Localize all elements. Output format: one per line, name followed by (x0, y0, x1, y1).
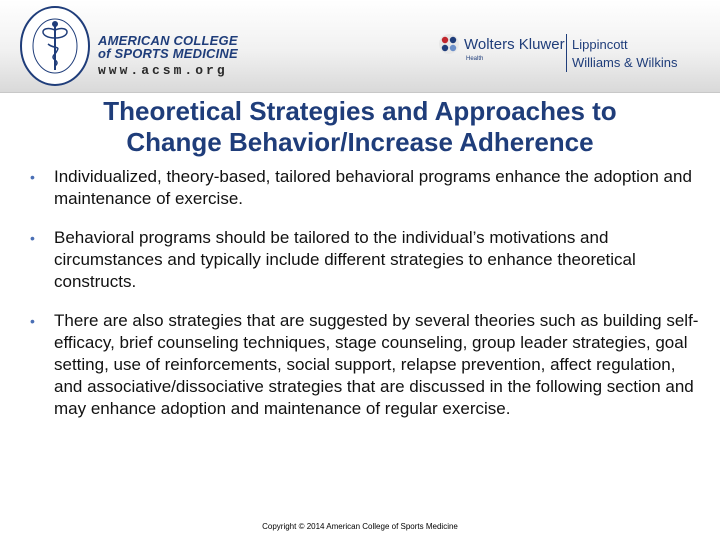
acsm-wordmark (98, 34, 238, 60)
acsm-seal-icon (18, 4, 92, 88)
acsm-line2: of SPORTS MEDICINE (98, 46, 238, 61)
copyright-footer: Copyright © 2014 American College of Sports Medicine (262, 522, 458, 531)
bullet-icon: • (30, 313, 35, 329)
bullet-icon: • (30, 230, 35, 246)
wolters-kluwer-logo-icon (438, 33, 460, 55)
bullet-text: There are also strategies that are suggested by several theories such as building self-efficacy, brief counseling techniques, stage counseling, group leader strategies, goal setting, use of reinforcements, social support, relapse prevention, affect regulation, and associative/dissociative strategies that are discussed in the following section and may enhance adoption and maintenance of regular exercise. (54, 311, 699, 418)
slide-title (10, 96, 710, 158)
wolters-kluwer-name: Wolters Kluwer (464, 36, 565, 53)
title-line1: Theoretical Strategies and Approaches to (103, 96, 617, 126)
bullet-icon: • (30, 169, 35, 185)
logo-divider (566, 34, 567, 72)
bullet-item (28, 310, 708, 420)
acsm-line1: AMERICAN COLLEGE (98, 33, 238, 48)
title-line2: Change Behavior/Increase Adherence (126, 127, 594, 157)
bullet-text: Individualized, theory-based, tailored behavioral programs enhance the adoption and maintenance of exercise. (54, 167, 692, 208)
bullet-item (28, 166, 708, 210)
bullet-list (28, 166, 708, 437)
lww-line2: Williams & Wilkins (572, 55, 678, 70)
bullet-item (28, 227, 708, 293)
bullet-text: Behavioral programs should be tailored to the individual’s motivations and circumstances and typically include different strategies to enhance theoretical constructs. (54, 228, 636, 291)
lww-line1: Lippincott (572, 37, 628, 52)
acsm-url: www.acsm.org (98, 63, 228, 78)
slide-header (0, 0, 720, 93)
wolters-kluwer-sub: Health (466, 56, 484, 62)
